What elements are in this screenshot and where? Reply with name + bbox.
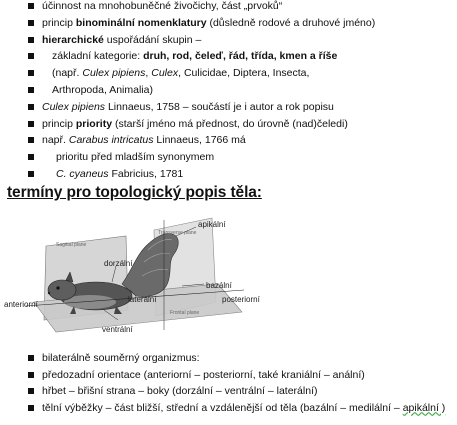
list-item-text [42, 17, 375, 30]
text-run: účinnost na mnohobuněčné živočichy, část „prvoků“ [42, 0, 283, 12]
list-item-text [42, 118, 348, 131]
section-heading: termíny pro topologický popis těla: [7, 184, 262, 201]
bullet-marker [28, 154, 34, 160]
list-item-text [52, 50, 337, 63]
text-run: Culex pipiens [42, 100, 106, 113]
list-item-text [42, 402, 445, 415]
sagittal-plane-label: Sagittal plane [56, 242, 87, 248]
list-item-text [56, 168, 183, 181]
bullet-marker [28, 20, 34, 26]
list-item-text [52, 84, 153, 97]
text-run: hierarchické [42, 33, 104, 46]
bullet-marker [28, 121, 34, 127]
list-item-text [56, 151, 214, 164]
text-run: princip [42, 117, 76, 130]
list-item-text [42, 134, 246, 147]
list-item-text [42, 385, 317, 398]
text-run: druh, rod, čeleď, řád, třída, kmen a říše [143, 50, 338, 63]
text-run: tělní výběžky – část bližší, střední a vzdálenější od těla (bazální – medilální – [42, 401, 403, 414]
bullet-marker [28, 355, 34, 361]
bullet-marker [28, 3, 34, 9]
squirrel-planes-diagram [4, 210, 264, 340]
list-item-text [42, 34, 201, 47]
bullet-marker [28, 137, 34, 143]
list-item-text [42, 369, 365, 382]
text-run: uspořádání skupin – [103, 33, 202, 46]
text-run: hřbet – břišní strana – boky (dorzální – ventrální – laterální) [42, 385, 318, 397]
text-run: (např. [52, 67, 83, 80]
text-run: , Culicidae, Diptera, Insecta, [178, 67, 310, 80]
bullet-marker [28, 87, 34, 93]
body-topology-figure [4, 210, 264, 340]
text-run: prioritu před mladším synonymem [56, 151, 215, 164]
label-apikalni: apikální [198, 220, 226, 229]
bullet-marker [28, 171, 34, 177]
bullet-marker [28, 104, 34, 110]
bullet-marker [28, 372, 34, 378]
bullet-marker [28, 70, 34, 76]
text-run: , [145, 67, 152, 80]
text-run: např. [42, 134, 69, 147]
text-run: základní kategorie: [52, 50, 144, 63]
text-run: (důsledně rodové a druhové jméno) [206, 16, 376, 29]
text-run: bilaterálně souměrný organizmus: [42, 352, 200, 364]
label-anteriorni: anteriorní [4, 300, 38, 309]
label-ventralni: ventrální [102, 325, 133, 334]
bullet-marker [28, 53, 34, 59]
text-run: apikální ) [402, 401, 446, 414]
text-run: Linnaeus, 1758 – součástí je i autor a rok popisu [105, 100, 334, 113]
text-run: priority [75, 117, 113, 130]
text-run: C. cyaneus [56, 168, 109, 180]
text-run: Linnaeus, 1766 má [153, 134, 246, 147]
transverse-plane-label: Transverse plane [158, 230, 197, 236]
label-bazalni: bazální [206, 281, 232, 290]
bullet-marker [28, 388, 34, 394]
text-run: Culex pipiens [82, 67, 146, 80]
text-run: princip [42, 16, 76, 29]
text-run: Fabricius, 1781 [108, 168, 184, 180]
text-run: Carabus intricatus [68, 134, 154, 147]
text-run: (starší jméno má přednost, do úrovně (nad)čeledi) [112, 117, 348, 130]
squirrel-head [48, 280, 76, 300]
list-item-text [42, 352, 200, 365]
list-item-text [42, 0, 282, 13]
bullet-marker [28, 37, 34, 43]
list-item-text [42, 101, 334, 114]
list-item-text [52, 67, 309, 80]
label-dorzalni: dorzální [104, 259, 133, 268]
text-run: Arthropoda, Animalia) [52, 84, 153, 96]
frontal-plane-label: Frontal plane [170, 310, 200, 316]
text-run: binominální nomenklatury [75, 16, 207, 29]
label-posteriorni: posteriorní [222, 295, 260, 304]
bullet-marker [28, 405, 34, 411]
label-lateralni: laterální [128, 295, 157, 304]
text-run: Culex [151, 67, 179, 80]
text-run: předozadní orientace (anteriorní – posteriorní, také kraniální – anální) [42, 368, 365, 381]
